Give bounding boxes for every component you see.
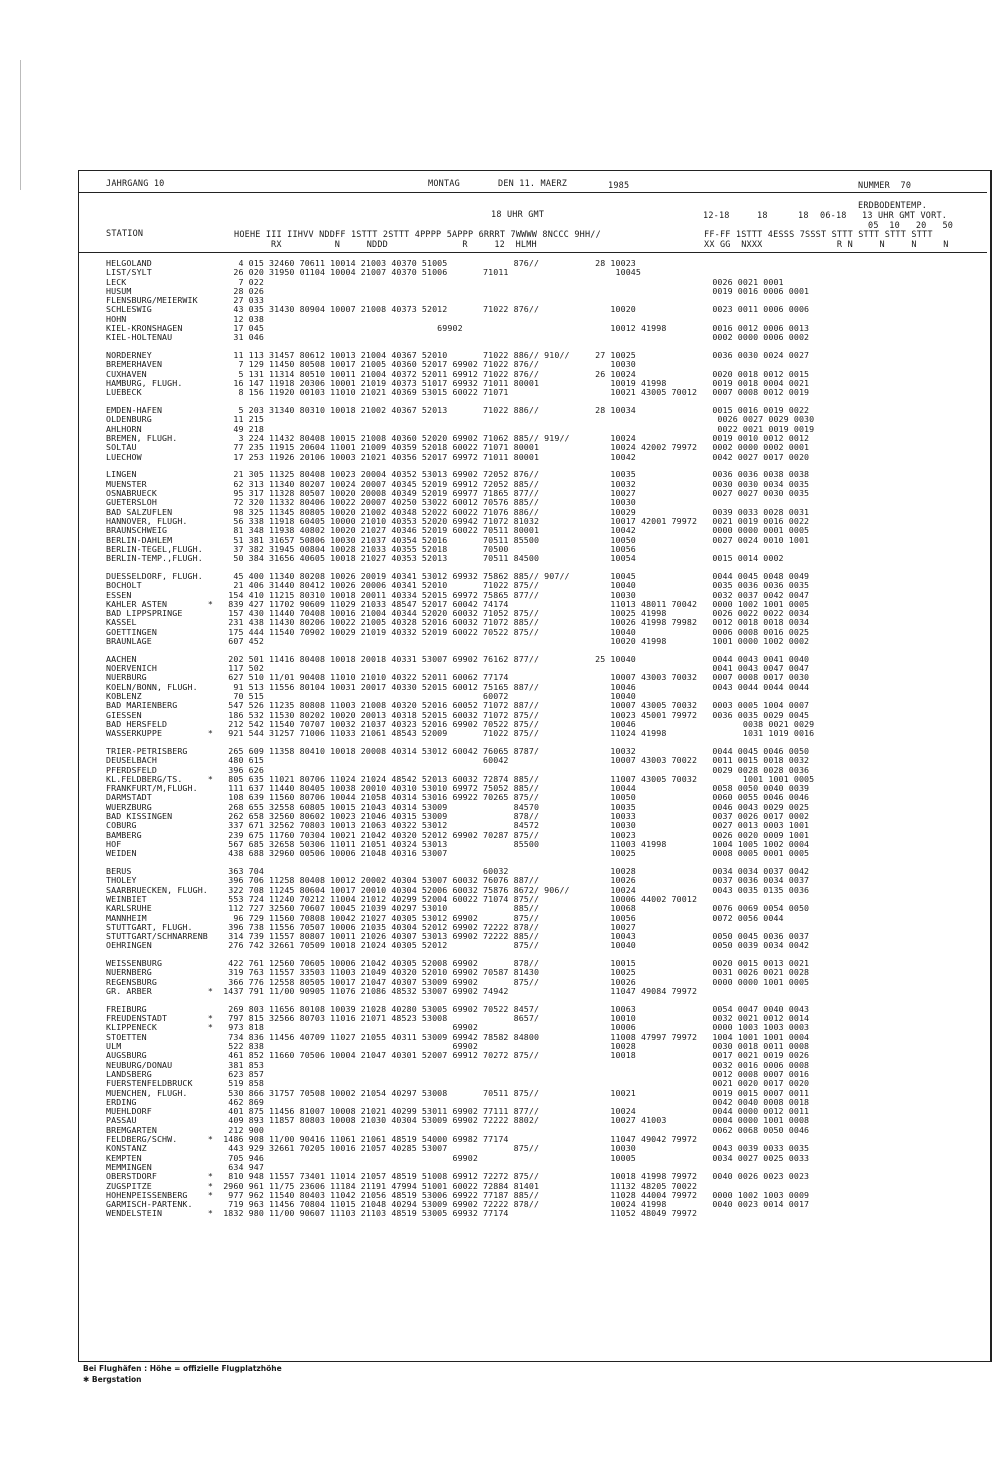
soil-obs-time: 13 UHR GMT VORT.: [862, 211, 948, 221]
station-row: KIEL-HOLTENAU 31 046 0002 0000 0006 0002: [106, 332, 810, 343]
header-bottom-rule: [79, 252, 987, 253]
station-row: MANNHEIM 96 729 11560 70808 10042 21027 40305 53012 69902 875// 10056 0072 0056 0044: [106, 912, 784, 923]
station-row: BAD HERSFELD 212 542 11540 70707 10032 21037 40323 52016 69902 70522 875// 10046 0038 0021 0029: [106, 718, 815, 729]
station-row: AUGSBURG 461 852 11660 70506 10004 21047 40301 52007 69912 70272 875// 10018 0017 0021 0019 0026: [106, 1050, 810, 1061]
legend-mountain-note: ✱ Bergstation: [83, 1375, 142, 1384]
station-row: BAD LIPPSPRINGE 157 430 11440 70408 10016 21004 40344 52020 60032 71052 875// 10025 41998 0026 0022 0022 0034: [106, 608, 810, 619]
station-row: WUERZBURG 268 655 32558 60805 10015 21043 40314 53009 84570 10035 0046 0043 0029 0025: [106, 801, 810, 812]
period-06-18: 06-18: [820, 211, 847, 221]
station-row: GIESSEN 186 532 11530 80202 10020 20013 40318 52015 60032 71072 875// 10023 45001 79972 0036 0035 0029 0045: [106, 709, 810, 720]
station-row: SOLTAU 77 235 11915 20604 11001 21009 40359 52018 60022 71071 80001 10024 42002 79972 0002 0000 0002 0001: [106, 442, 810, 453]
station-row: KIEL-KRONSHAGEN 17 045 69902 10012 41998 0016 0012 0006 0013: [106, 323, 810, 334]
station-row: KAHLER ASTEN * 839 427 11702 90609 11029 21033 48547 52017 60042 74174 11013 48011 70042 0000 1002 1001 0005: [106, 598, 810, 609]
station-row: FELDBERG/SCHW. * 1486 908 11/00 90416 11061 21061 48519 54000 69982 77174 11047 49042 79972: [106, 1134, 698, 1145]
station-row: STUTTGART, FLUGH. 396 738 11556 70507 10006 21035 40304 52012 69902 72222 878// 10027: [106, 921, 636, 932]
station-row: NEUBURG/DONAU 381 853 0032 0016 0006 0008: [106, 1059, 810, 1070]
station-row: LANDSBERG 623 857 0012 0008 0007 0016: [106, 1068, 810, 1079]
code-subheader-extra: XX GG NXXX R N N N N: [704, 240, 949, 250]
station-group: [106, 655, 986, 739]
station-row: WEIDEN 438 688 32960 00506 10006 21048 40316 53007 10025 0008 0005 0001 0005: [106, 848, 810, 859]
station-row: OEHRINGEN 276 742 32661 70509 10018 21024 40305 52012 875// 10040 0050 0039 0034 0042: [106, 940, 810, 951]
station-row: LINGEN 21 305 11325 80408 10023 20004 40352 53013 69902 72052 876// 10035 0036 0036 0038 0038: [106, 469, 810, 480]
station-row: MEMMINGEN 634 947: [106, 1161, 264, 1172]
soil-depths: 05 10 20 50: [868, 221, 954, 231]
station-row: MUENSTER 62 313 11340 80207 10024 20007 40345 52019 69912 72052 885// 10032 0030 0030 0034 0035: [106, 478, 810, 489]
station-row: LUEBECK 8 156 11920 00103 11010 21021 40369 53015 60022 71071 10021 43005 70012 0007 0008 0012 0019: [106, 387, 810, 398]
station-row: NUERNBERG 319 763 11557 33503 11003 21049 40320 52010 69902 70587 81430 10025 0031 0026 0021 0028: [106, 967, 810, 978]
station-row: GARMISCH-PARTENK. 719 963 11456 70804 11015 21048 40294 53009 69902 72222 878// 10024 41998 0040 0023 0014 0017: [106, 1199, 810, 1210]
station-row: AHLHORN 49 218 0022 0021 0019 0019: [106, 423, 815, 434]
station-row: HOF 567 685 32658 50306 11011 21051 40324 53013 85500 11003 41998 1004 1005 1002 0004: [106, 838, 810, 849]
code-header-extra: FF-FF 1STTT 4ESSS 7SSST STTT STTT STTT STTT: [704, 230, 933, 240]
station-group: [106, 406, 986, 462]
station-row: HOHN 12 038: [106, 313, 264, 324]
station-row: HAMBURG, FLUGH. 16 147 11918 20306 10001 21019 40373 51017 69932 71011 80001 10019 41998 0019 0018 0004 0021: [106, 378, 810, 389]
station-group: [106, 351, 986, 397]
station-row: GOETTINGEN 175 444 11540 70902 10029 21019 40332 52019 60022 70522 875// 10040 0006 0008 0016 0025: [106, 626, 810, 637]
issue-number: NUMMER 70: [858, 181, 912, 191]
station-row: MUENCHEN, FLUGH. 530 866 31757 70508 10002 21054 40297 53008 70511 875// 10021 0019 0015 0007 0011: [106, 1087, 810, 1098]
station-row: ERDING 462 869 0042 0040 0008 0018: [106, 1096, 810, 1107]
hour-18-a: 18: [757, 211, 768, 221]
weekday-label: MONTAG: [428, 179, 460, 189]
station-row: PFERDSFELD 396 626 0029 0028 0028 0036: [106, 764, 810, 775]
station-row: LECK 7 022 0026 0021 0001: [106, 276, 784, 287]
station-row: KOELN/BONN, FLUGH. 91 513 11556 80104 10031 20017 40330 52015 60012 75165 887// 10046 0043 0044 0044 0044: [106, 681, 810, 692]
station-row: BERUS 363 704 60032 10028 0034 0034 0037 0042: [106, 866, 810, 877]
station-row: KL.FELDBERG/TS. * 805 635 11021 80706 11024 21024 48542 52013 60032 72874 885// 11007 43005 70032 1001 1001 0005: [106, 773, 815, 784]
station-row: OSNABRUECK 95 317 11328 80507 10020 20008 40349 52019 69977 71865 877// 10027 0027 0027 0030 0035: [106, 488, 810, 499]
station-row: BREMGARTEN 212 900 0062 0068 0050 0046: [106, 1124, 810, 1135]
station-row: NOERVENICH 117 502 0041 0043 0047 0047: [106, 663, 810, 674]
station-row: FRANKFURT/M,FLUGH. 111 637 11440 80405 10038 20010 40310 53010 69972 75052 885// 10044 0058 0050 0040 0039: [106, 783, 810, 794]
station-row: THOLEY 396 706 11258 80408 10012 20002 40304 53007 60032 76076 887// 10026 0037 0036 0034 0037: [106, 875, 810, 886]
code-header-main: HOEHE III IIHVV NDDFF 1STTT 2STTT 4PPPP 5APPP 6RRRT 7WWWW 8NCCC 9HH//: [234, 230, 601, 240]
station-group: [106, 747, 986, 859]
station-row: BERLIN-TEGEL,FLUGH. 37 382 31945 00804 10028 21033 40355 52018 70500 10056: [106, 543, 636, 554]
station-row: HUSUM 28 026 0019 0016 0006 0001: [106, 285, 810, 296]
station-row: BAD MARIENBERG 547 526 11235 80808 11003 21008 40320 52016 60052 71072 887// 10007 43005 70032 0003 0005 1004 0007: [106, 700, 810, 711]
station-column-header: STATION: [106, 229, 144, 239]
station-row: ULM 522 838 69902 10028 0030 0018 0011 0008: [106, 1041, 810, 1052]
station-table: [106, 259, 986, 1227]
station-row: BAD KISSINGEN 262 658 32560 80602 10023 21046 40315 53009 878// 10033 0037 0026 0017 0002: [106, 811, 810, 822]
station-row: GR. ARBER * 1437 791 11/00 90905 11076 21086 48532 53007 69902 74942 11047 49084 79972: [106, 986, 698, 997]
station-row: SCHLESWIG 43 035 31430 80904 10007 21008 40373 52012 71022 876// 10020 0023 0011 0006 0006: [106, 304, 810, 315]
station-row: KLIPPENECK * 973 818 69902 10006 0000 1003 1003 0003: [106, 1022, 810, 1033]
station-row: KONSTANZ 443 929 32661 70205 10016 21057 40285 53007 875// 10030 0043 0039 0033 0035: [106, 1143, 810, 1154]
station-row: SAARBRUECKEN, FLUGH. 322 708 11245 80604 10017 20010 40304 52006 60032 75876 8672/ 906// 10024 0043 0035 0135 0036: [106, 884, 810, 895]
station-row: WEISSENBURG 422 761 12560 70605 10006 21042 40305 52008 69902 878// 10015 0020 0015 0013 0021: [106, 958, 810, 969]
station-row: BAD SALZUFLEN 98 325 11345 80805 10020 21002 40348 52022 60022 71076 886// 10029 0039 0033 0028 0031: [106, 506, 810, 517]
station-group: [106, 259, 986, 343]
station-row: REGENSBURG 366 776 12558 80505 10017 21047 40307 53009 69902 875// 10026 0000 0000 1001 0005: [106, 976, 810, 987]
station-row: BREMERHAVEN 7 129 11450 80508 10017 21005 40360 52017 69902 71022 876// 10030: [106, 359, 636, 370]
station-row: STUTTGART/SCHNARRENB 314 739 11557 80807 10011 21026 40307 53013 69902 72222 885// 10043 0050 0045 0036 0037: [106, 931, 810, 942]
station-row: FREUDENSTADT * 797 815 32566 80703 11016 21071 48523 53008 8657/ 10010 0032 0021 0012 0014: [106, 1013, 810, 1024]
station-row: GUETERSLOH 72 320 11332 80406 10022 20007 40250 53022 60012 70576 885// 10030: [106, 497, 636, 508]
station-row: BOCHOLT 21 406 31440 80412 10026 20006 40341 52010 71022 875// 10040 0035 0036 0036 0035: [106, 580, 810, 591]
year-label: 1985: [608, 181, 630, 191]
station-row: CUXHAVEN 5 131 11314 80510 10011 21004 40372 52011 69912 71022 876// 26 10024 0020 0018 0012 0015: [106, 368, 810, 379]
station-row: KEMPTEN 705 946 69902 10005 0034 0027 0025 0033: [106, 1152, 810, 1163]
station-row: BREMEN, FLUGH. 3 224 11432 80408 10015 21008 40360 52020 69902 71062 885// 919// 10024 0019 0010 0012 0012: [106, 433, 810, 444]
station-row: BERLIN-DAHLEM 51 381 31657 50806 10030 21037 40354 52016 70511 85500 10050 0027 0024 0010 1001: [106, 534, 810, 545]
station-row: NUERBURG 627 510 11/01 90408 11010 21010 40322 52011 60062 77174 10007 43003 70032 0007 0008 0017 0030: [106, 672, 810, 683]
station-row: WASSERKUPPE * 921 544 31257 71006 11033 21061 48543 52009 71022 875// 11024 41998 1031 1019 0016: [106, 728, 815, 739]
station-row: TRIER-PETRISBERG 265 609 11358 80410 10018 20008 40314 53012 60042 76065 8787/ 10032 0044 0045 0046 0050: [106, 745, 810, 756]
obs-time-label: 18 UHR GMT: [491, 210, 545, 220]
code-subheader-main: RX N NDDD R 12 HLMH: [271, 240, 537, 250]
station-row: WEINBIET 553 724 11240 70212 11004 21012 40299 52004 60022 71074 875// 10006 44002 70012: [106, 893, 698, 904]
station-row: FLENSBURG/MEIERWIK 27 033: [106, 295, 264, 306]
station-row: KARLSRUHE 112 727 32560 70607 10045 21039 40297 53010 885// 10068 0076 0069 0054 0050: [106, 903, 810, 914]
station-row: HELGOLAND 4 015 32460 70611 10014 21003 40370 51005 876// 28 10023: [106, 258, 636, 268]
station-row: EMDEN-HAFEN 5 203 31340 80310 10018 21002 40367 52013 71022 886// 28 10034 0015 0016 0019 0022: [106, 405, 810, 416]
station-row: KOBLENZ 70 515 60072 10040: [106, 690, 636, 701]
period-12-18: 12-18: [703, 211, 730, 221]
station-row: OBERSTDORF * 810 948 11557 73401 11014 21057 48519 51008 69912 72272 875// 10018 41998 79972 0040 0026 0023 0023: [106, 1171, 810, 1182]
station-row: ESSEN 154 410 11215 80310 10018 20011 40334 52015 69972 75865 877// 10030 0032 0037 0042 0047: [106, 589, 810, 600]
date-label: DEN 11. MAERZ: [498, 179, 568, 189]
station-row: PASSAU 409 893 11857 80803 10008 21030 40304 53009 69902 72222 8802/ 10027 41003 0004 0000 1001 0008: [106, 1115, 810, 1126]
station-row: AACHEN 202 501 11416 80408 10018 20018 40331 53007 69902 76162 877// 25 10040 0044 0043 0041 0040: [106, 653, 810, 664]
station-row: FREIBURG 269 803 11656 80108 10039 21028 40280 53005 69902 70522 8457/ 10063 0054 0047 0040 0043: [106, 1003, 810, 1014]
station-group: [106, 1005, 986, 1219]
station-row: HANNOVER, FLUGH. 56 338 11918 60405 10000 21010 40353 52020 69942 71072 81032 10017 42001 79972 0021 0019 0016 0022: [106, 515, 810, 526]
station-row: MUEHLDORF 401 875 11456 81007 10008 21021 40299 53011 69902 77111 877// 10024 0044 0000 0012 0011: [106, 1106, 810, 1117]
station-row: BAMBERG 239 675 11760 70304 10021 21042 40320 52012 69902 70287 875// 10023 0026 0020 0009 1001: [106, 829, 810, 840]
station-row: LIST/SYLT 26 020 31950 01104 10004 21007 40370 51006 71011 10045: [106, 267, 641, 278]
station-row: STOETTEN 734 836 11456 40709 11027 21055 40311 53009 69942 78582 84800 11008 47997 79972 1004 1001 1001 0004: [106, 1031, 810, 1042]
scan-mark: [20, 60, 21, 190]
station-row: NORDERNEY 11 113 31457 80612 10013 21004 40367 52010 71022 886// 910// 27 10025 0036 0030 0024 0027: [106, 350, 810, 361]
station-row: COBURG 337 671 32562 70803 10013 21063 40322 53012 84572 10030 0027 0013 0003 1001: [106, 820, 810, 831]
station-row: DUESSELDORF, FLUGH. 45 400 11340 80208 10026 20019 40341 53012 69932 75862 885// 907// 10045 0044 0045 0048 0049: [106, 570, 810, 581]
jahrgang-label: JAHRGANG 10: [106, 179, 165, 189]
station-row: WENDELSTEIN * 1832 980 11/00 90607 11103 21103 48519 53005 69932 77174 11052 48049 79972: [106, 1208, 698, 1219]
station-row: DEUSELBACH 480 615 60042 10007 43003 70022 0011 0015 0018 0032: [106, 755, 810, 766]
soil-temp-label: ERDBODENTEMP.: [858, 201, 928, 211]
station-row: BERLIN-TEMP.,FLUGH. 50 384 31656 40605 10018 21027 40353 52013 70511 84500 10054 0015 0014 0002: [106, 553, 784, 564]
station-group: [106, 572, 986, 646]
header-rule: [79, 192, 987, 193]
station-row: KASSEL 231 438 11430 80206 10022 21005 40328 52016 60032 71072 885// 10026 41998 79982 0012 0018 0018 0034: [106, 617, 810, 628]
station-row: ZUGSPITZE * 2960 961 11/75 23606 11184 21191 47994 51001 60022 72884 81401 11132 48205 70022: [106, 1180, 698, 1191]
station-row: DARMSTADT 108 639 11560 80706 10044 21058 40314 53016 69922 70265 875// 10050 0060 0055 0046 0046: [106, 792, 810, 803]
hour-18-b: 18: [798, 211, 809, 221]
station-row: BRAUNLAGE 607 452 10020 41998 1001 0000 1002 0002: [106, 635, 810, 646]
legend-airport-note: Bei Flughäfen : Höhe = offizielle Flugplatzhöhe: [83, 1364, 282, 1373]
station-row: BRAUNSCHWEIG 81 348 11938 40802 10020 21027 40346 52019 60022 70511 80001 10042 0000 0000 0001 0005: [106, 525, 810, 536]
station-row: OLDENBURG 11 215 0026 0027 0029 0030: [106, 414, 815, 425]
station-row: FUERSTENFELDBRUCK 519 858 0021 0020 0017 0020: [106, 1078, 810, 1089]
station-group: [106, 959, 986, 996]
station-group: [106, 867, 986, 951]
station-row: LUECHOW 17 253 11926 20106 10003 21021 40356 52017 69972 71011 80001 10042 0042 0027 0017 0020: [106, 451, 810, 462]
station-row: HOHENPEISSENBERG * 977 962 11540 80403 11042 21056 48519 53006 69922 77187 885// 11028 44004 79972 0000 1002 1003 0009: [106, 1189, 810, 1200]
station-group: [106, 470, 986, 563]
